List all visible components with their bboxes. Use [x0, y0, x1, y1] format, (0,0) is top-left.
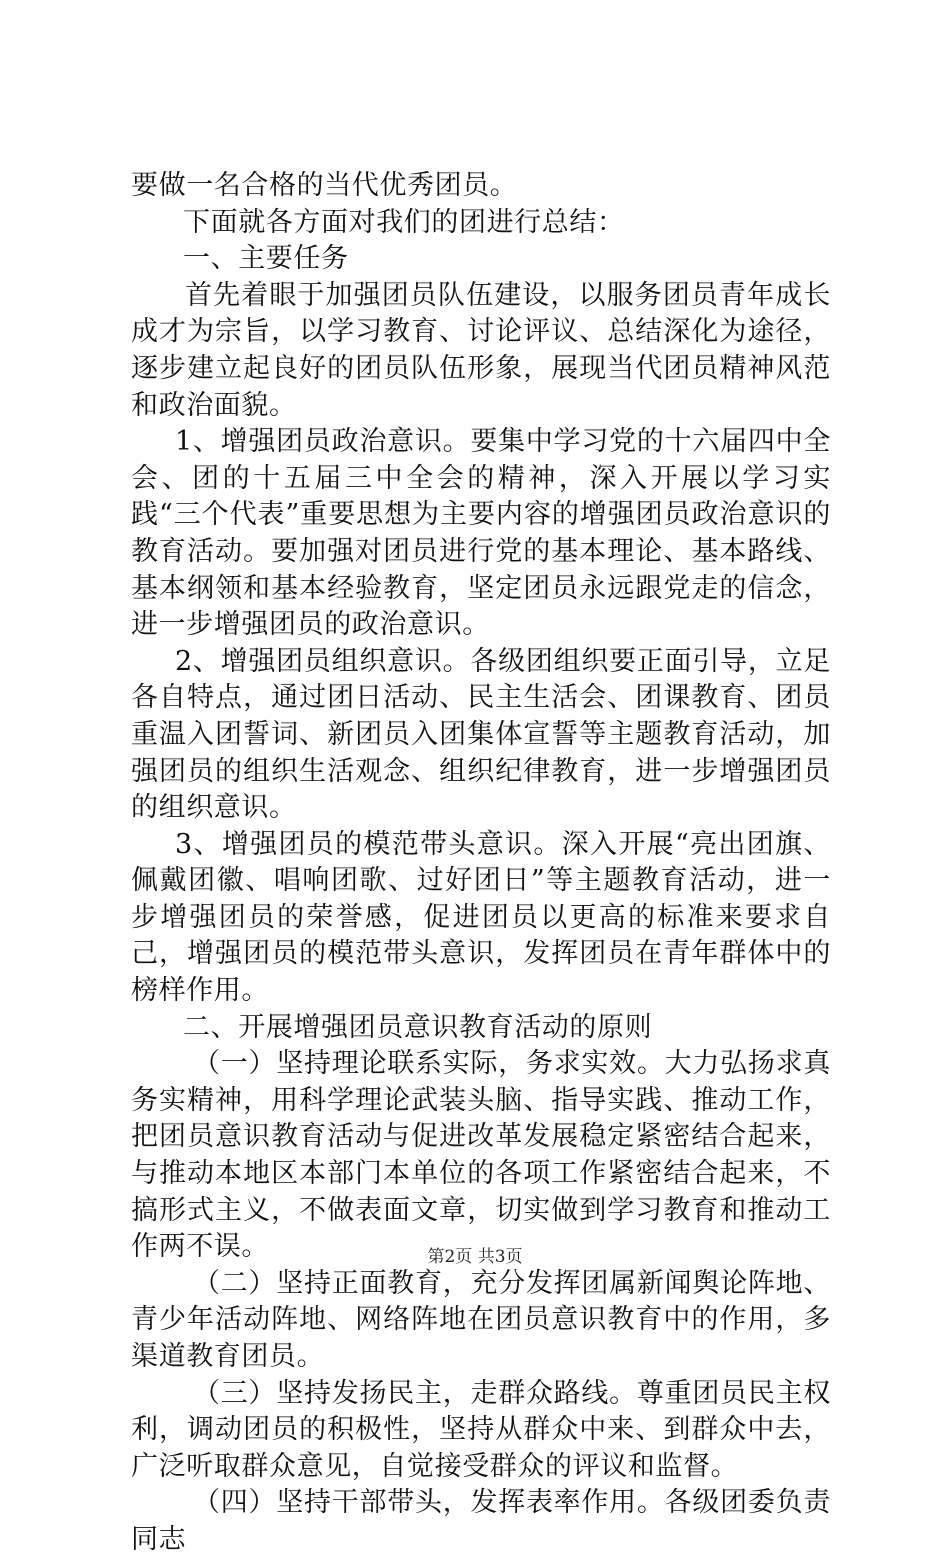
document-body [131, 168, 831, 1559]
paragraph-exemplary-awareness: 3、增强团员的模范带头意识。深入开展“亮出团旗、佩戴团徽、唱响团歌、过好团日”等主题教育活动，进一步增强团员的荣誉感，促进团员以更高的标准来要求自己，增强团员的模范带头意识，发挥团员在青年群体中的榜样作用。 [131, 828, 831, 1007]
paragraph-continuation: 要做一名合格的当代优秀团员。 [131, 170, 518, 201]
section-heading-principles: 二、开展增强团员意识教育活动的原则 [183, 1011, 653, 1043]
section-heading-main-tasks: 一、主要任务 [183, 243, 349, 275]
paragraph-political-awareness: 1、增强团员政治意识。要集中学习党的十六届四中全会、团的十五届三中全会的精神，深入开展以学习实践“三个代表”重要思想为主要内容的增强团员政治意识的教育活动。要加强对团员进行党的基本理论、基本路线、基本纲领和基本经验教育，坚定团员永远跟党走的信念，进一步增强团员的政治意识。 [131, 426, 831, 641]
paragraph-summary-intro: 下面就各方面对我们的团进行总结： [183, 206, 625, 238]
paragraph-principle-3: （三）坚持发扬民主，走群众路线。尊重团员民主权利，调动团员的积极性，坚持从群众中来、到群众中去，广泛听取群众意见，自觉接受群众的评议和监督。 [131, 1377, 831, 1482]
paragraph-organizational-awareness: 2、增强团员组织意识。各级团组织要正面引导，立足各自特点，通过团日活动、民主生活会、团课教育、团员重温入团誓词、新团员入团集体宣誓等主题教育活动，加强团员的组织生活观念、组织纪律教育，进一步增强团员的组织意识。 [131, 645, 831, 824]
paragraph-principle-4: （四）坚持干部带头，发挥表率作用。各级团委负责同志 [131, 1487, 831, 1555]
paragraph-principle-2: （二）坚持正面教育，充分发挥团属新闻舆论阵地、青少年活动阵地、网络阵地在团员意识教育中的作用，多渠道教育团员。 [131, 1267, 831, 1372]
paragraph-main-tasks: 首先着眼于加强团员队伍建设，以服务团员青年成长成才为宗旨，以学习教育、讨论评议、总结深化为途径，逐步建立起良好的团员队伍形象，展现当代团员精神风范和政治面貌。 [131, 279, 831, 421]
page-number-footer: 第2页 共3页 [427, 1247, 523, 1267]
paragraph-principle-1: （一）坚持理论联系实际，务求实效。大力弘扬求真务实精神，用科学理论武装头脑、指导实践、推动工作，把团员意识教育活动与促进改革发展稳定紧密结合起来，与推动本地区本部门本单位的各项工作紧密结合起来，不搞形式主义，不做表面文章，切实做到学习教育和推动工作两不误。 [131, 1048, 831, 1263]
